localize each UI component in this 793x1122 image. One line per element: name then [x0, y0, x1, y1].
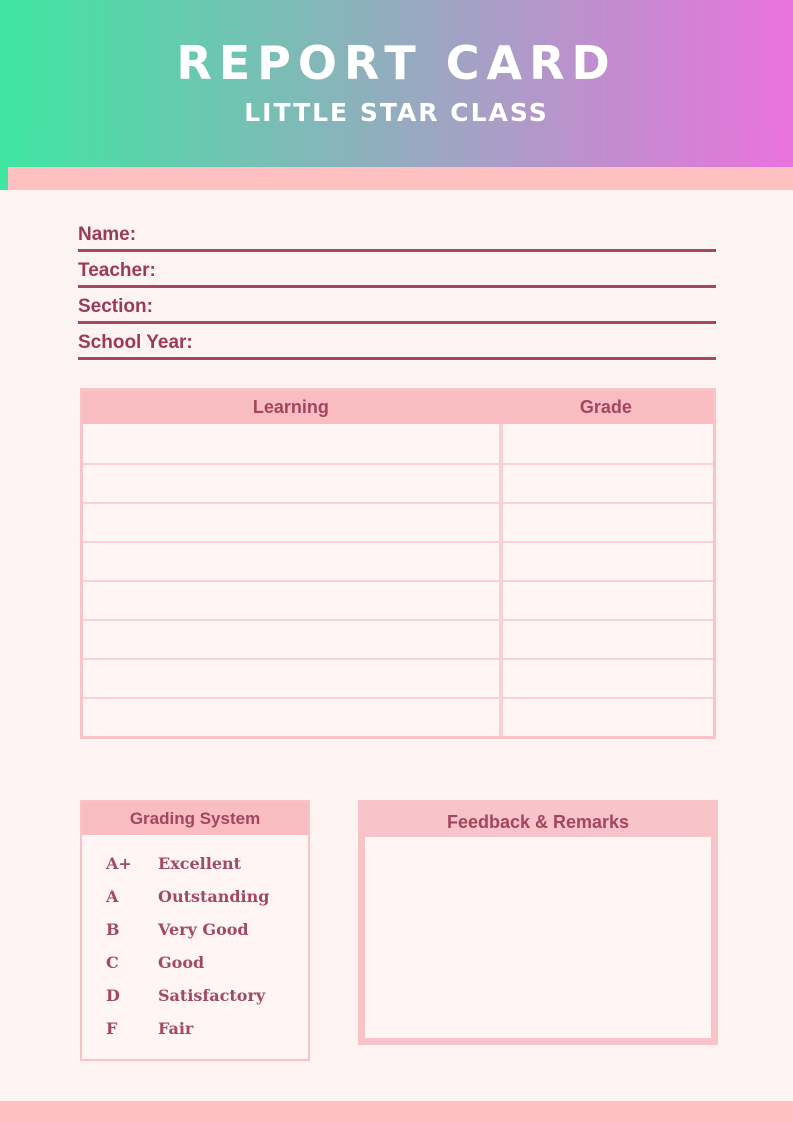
table-row	[83, 580, 713, 619]
table-row	[83, 619, 713, 658]
table-row	[83, 463, 713, 502]
grade-cell[interactable]	[499, 660, 713, 697]
learning-cell[interactable]	[83, 465, 499, 502]
teacher-field	[78, 252, 716, 288]
teacher-label: Teacher:	[78, 260, 156, 281]
grading-entry	[106, 880, 308, 913]
grade-cell[interactable]	[499, 504, 713, 541]
grade-description: Good	[158, 953, 205, 972]
grading-entry	[106, 946, 308, 979]
table-row	[83, 502, 713, 541]
grade-description: Excellent	[158, 854, 242, 873]
grade-cell[interactable]	[499, 424, 713, 463]
name-field	[78, 216, 716, 252]
grade-cell[interactable]	[499, 543, 713, 580]
name-input-line[interactable]	[136, 246, 716, 249]
table-header-row	[83, 391, 713, 424]
grade-letter: A	[106, 887, 119, 906]
grade-letter: C	[106, 953, 119, 972]
feedback-title: Feedback & Remarks	[446, 811, 630, 832]
learning-cell[interactable]	[83, 543, 499, 580]
school-year-input-line[interactable]	[193, 354, 716, 357]
footer-accent-strip	[0, 1101, 793, 1122]
report-title: REPORT CARD	[176, 36, 617, 90]
section-label: Section:	[78, 296, 153, 317]
grade-letter: F	[106, 1019, 118, 1038]
learning-grade-table	[80, 388, 716, 739]
section-input-line[interactable]	[153, 318, 716, 321]
grading-system-title: Grading System	[82, 802, 308, 835]
grade-description: Very Good	[158, 920, 249, 939]
grading-list	[82, 835, 308, 1059]
grade-cell[interactable]	[499, 699, 713, 736]
bottom-panels	[80, 800, 718, 1061]
table-row	[83, 424, 713, 463]
teacher-input-line[interactable]	[156, 282, 716, 285]
grade-description: Fair	[158, 1019, 194, 1038]
learning-cell[interactable]	[83, 582, 499, 619]
grade-description: Satisfactory	[158, 986, 266, 1005]
grade-cell[interactable]	[499, 465, 713, 502]
learning-cell[interactable]	[83, 424, 499, 463]
grading-entry	[106, 1012, 308, 1045]
school-year-label: School Year:	[78, 332, 193, 353]
table-row	[83, 697, 713, 736]
grading-entry	[106, 979, 308, 1012]
grade-letter: D	[106, 986, 120, 1005]
learning-cell[interactable]	[83, 621, 499, 658]
table-row	[83, 658, 713, 697]
feedback-panel	[358, 800, 718, 1045]
header-banner	[0, 0, 793, 190]
learning-column-header: Learning	[252, 397, 329, 417]
name-label: Name:	[78, 224, 137, 245]
feedback-writing-area[interactable]	[365, 837, 711, 1038]
grade-letter: A+	[106, 854, 132, 873]
learning-cell[interactable]	[83, 660, 499, 697]
school-year-field	[78, 324, 716, 360]
grading-system-panel	[80, 800, 310, 1061]
section-field	[78, 288, 716, 324]
class-name: LITTLE STAR CLASS	[244, 98, 549, 127]
table-row	[83, 541, 713, 580]
learning-cell[interactable]	[83, 504, 499, 541]
grade-column-header: Grade	[579, 397, 632, 417]
student-info-form	[0, 190, 793, 360]
grade-cell[interactable]	[499, 582, 713, 619]
grade-cell[interactable]	[499, 621, 713, 658]
grade-description: Outstanding	[158, 887, 270, 906]
header-accent-strip	[8, 167, 793, 190]
table-body	[83, 424, 713, 736]
grading-entry	[106, 913, 308, 946]
grading-entry	[106, 847, 308, 880]
learning-cell[interactable]	[83, 699, 499, 736]
grade-letter: B	[106, 920, 120, 939]
